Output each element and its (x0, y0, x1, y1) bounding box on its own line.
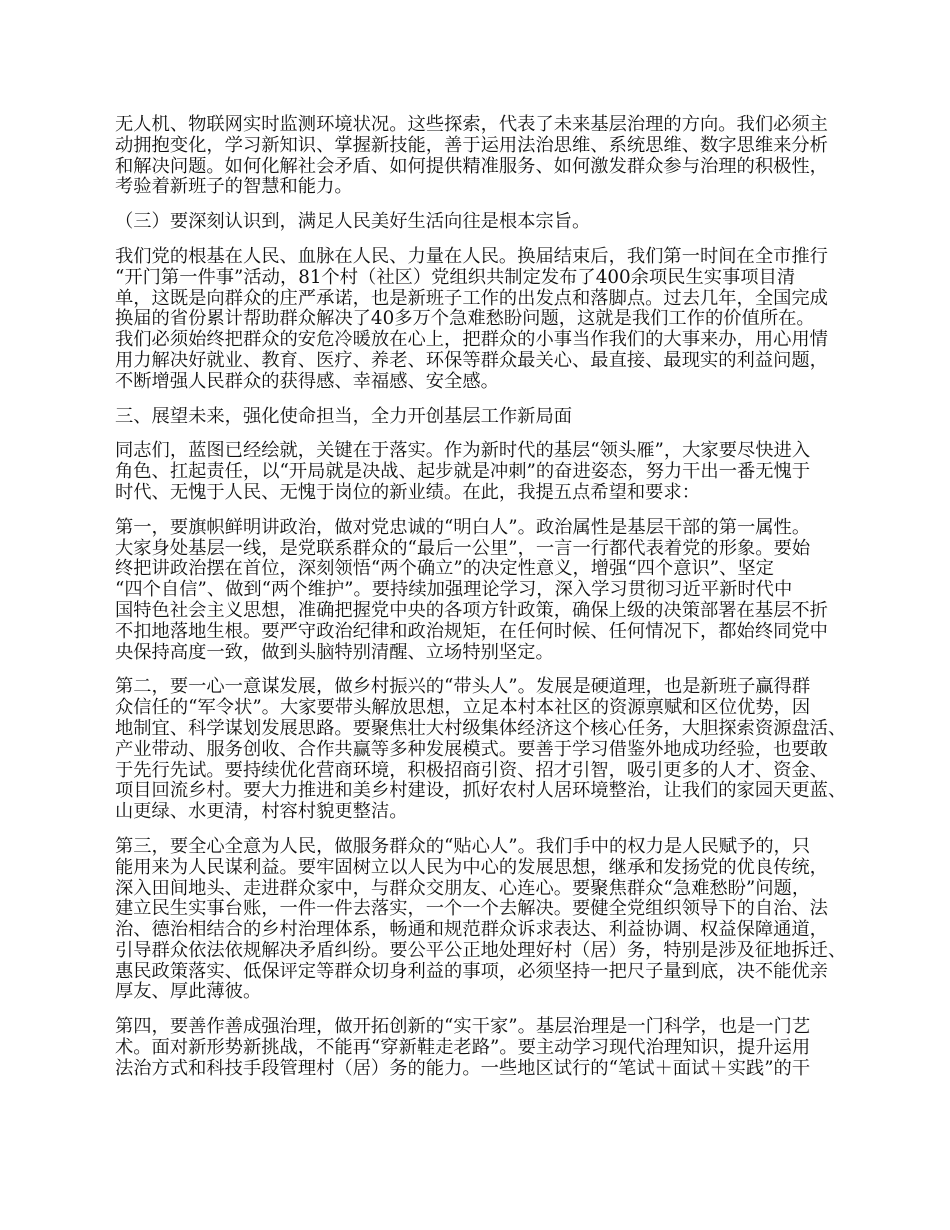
text-line: 央保持高度一致，做到头脑特别清醒、立场特别坚定。 (115, 641, 554, 663)
text-line: 和解决问题。如何化解社会矛盾、如何提供精准服务、如何激发群众参与治理的积极性， (115, 155, 828, 177)
document-body (115, 115, 855, 1094)
text-line: 第一，要旗帜鲜明讲政治，做对党忠诚的“明白人”。政治属性是基层干部的第一属性。 (115, 516, 811, 538)
text-line: 大家身处基层一线，是党联系群众的“最后一公里”，一言一行都代表着党的形象。要始 (115, 537, 811, 559)
text-line: 厚友、厚此薄彼。 (115, 981, 262, 1003)
text-line: 引导群众依法依规解决矛盾纠纷。要公平公正地处理好村（居）务，特别是涉及征地拆迁、 (115, 939, 847, 961)
paragraph (115, 407, 855, 428)
text-line: 不断增强人民群众的获得感、幸福感、安全感。 (115, 370, 499, 392)
text-line: 国特色社会主义思想，准确把握党中央的各项方针政策，确保上级的决策部署在基层不折 (115, 599, 828, 621)
text-line: 惠民政策落实、低保评定等群众切身利益的事项，必须坚持一把尺子量到底，决不能优亲 (115, 960, 828, 982)
paragraph (115, 212, 855, 233)
text-line: 考验着新班子的智慧和能力。 (115, 176, 353, 198)
paragraph (115, 837, 855, 1003)
paragraph (115, 441, 855, 503)
text-line: 角色、扛起责任，以“开局就是决战、起步就是冲刺”的奋进姿态，努力干出一番无愧于 (115, 461, 811, 483)
text-line: 法治方式和科技手段管理村（居）务的能力。一些地区试行的“笔试＋面试＋实践”的干 (115, 1057, 811, 1079)
text-line: 换届的省份累计帮助群众解决了40多万个急难愁盼问题，这就是我们工作的价值所在。 (115, 308, 815, 330)
text-line: 产业带动、服务创收、合作共赢等多种发展模式。要善于学习借鉴外地成功经验，也要敢 (115, 738, 828, 760)
text-line: 能用来为人民谋利益。要牢固树立以人民为中心的发展思想，继承和发扬党的优良传统， (115, 856, 828, 878)
text-line: 第二，要一心一意谋发展，做乡村振兴的“带头人”。发展是硬道理，也是新班子赢得群 (115, 676, 811, 698)
paragraph (115, 247, 855, 393)
text-line: 第四，要善作善成强治理，做开拓创新的“实干家”。基层治理是一门科学，也是一门艺 (115, 1016, 811, 1038)
text-line: 终把讲政治摆在首位，深刻领悟“两个确立”的决定性意义，增强“四个意识”、坚定 (115, 558, 774, 580)
text-line: 无人机、物联网实时监测环境状况。这些探索，代表了未来基层治理的方向。我们必须主 (115, 114, 828, 135)
text-line: 我们必须始终把群众的安危冷暖放在心上，把群众的小事当作我们的大事来办，用心用情 (115, 329, 828, 351)
paragraph (115, 1017, 855, 1079)
text-line: 深入田间地头、走进群众家中，与群众交朋友、心连心。要聚焦群众“急难愁盼”问题， (115, 877, 811, 899)
text-line: 术。面对新形势新挑战，不能再“穿新鞋走老路”。要主动学习现代治理知识，提升运用 (115, 1037, 811, 1059)
text-line: 单，这既是向群众的庄严承诺，也是新班子工作的出发点和落脚点。过去几年，全国完成 (115, 287, 828, 309)
paragraph (115, 518, 855, 664)
text-line: 治、德治相结合的乡村治理体系，畅通和规范群众诉求表达、利益协调、权益保障通道， (115, 919, 828, 941)
text-line: 同志们，蓝图已经绘就，关键在于落实。作为新时代的基层“领头雁”，大家要尽快进入 (115, 440, 811, 462)
text-line: 建立民生实事台账，一件一件去落实，一个一个去解决。要健全党组织领导下的自治、法 (115, 898, 828, 920)
text-line: 地制宜、科学谋划发展思路。要聚焦壮大村级集体经济这个核心任务，大胆探索资源盘活、 (115, 717, 847, 739)
text-line: 时代、无愧于人民、无愧于岗位的新业绩。在此，我提五点希望和要求： (115, 481, 700, 503)
text-line: 三、展望未来，强化使命担当，全力开创基层工作新局面 (115, 405, 573, 427)
paragraph (115, 115, 855, 198)
text-line: 用力解决好就业、教育、医疗、养老、环保等群众最关心、最直接、最现实的利益问题， (115, 349, 828, 371)
text-line: 第三，要全心全意为人民，做服务群众的“贴心人”。我们手中的权力是人民赋予的，只 (115, 835, 811, 857)
text-line: 动拥抱变化，学习新知识、掌握新技能，善于运用法治思维、系统思维、数字思维来分析 (115, 134, 828, 156)
text-line: 于先行先试。要持续优化营商环境，积极招商引资、招才引智，吸引更多的人才、资金、 (115, 759, 828, 781)
text-line: “四个自信”、做到“两个维护”。要持续加强理论学习，深入学习贯彻习近平新时代中 (115, 579, 793, 601)
text-line: （三）要深刻认识到，满足人民美好生活向往是根本宗旨。 (115, 211, 591, 233)
paragraph (115, 677, 855, 823)
text-line: 众信任的“军令状”。大家要带头解放思想，立足本村本社区的资源禀赋和区位优势，因 (115, 697, 811, 719)
text-line: “开门第一件事”活动，81个村（社区）党组织共制定发布了400余项民生实事项目清 (115, 266, 796, 288)
text-line: 项目回流乡村。要大力推进和美乡村建设，抓好农村人居环境整治，让我们的家园天更蓝、 (115, 780, 847, 802)
text-line: 山更绿、水更清，村容村貌更整洁。 (115, 801, 408, 823)
text-line: 不扣地落地生根。要严守政治纪律和政治规矩，在任何时候、任何情况下，都始终同党中 (115, 620, 828, 642)
text-line: 我们党的根基在人民、血脉在人民、力量在人民。换届结束后，我们第一时间在全市推行 (115, 245, 828, 267)
